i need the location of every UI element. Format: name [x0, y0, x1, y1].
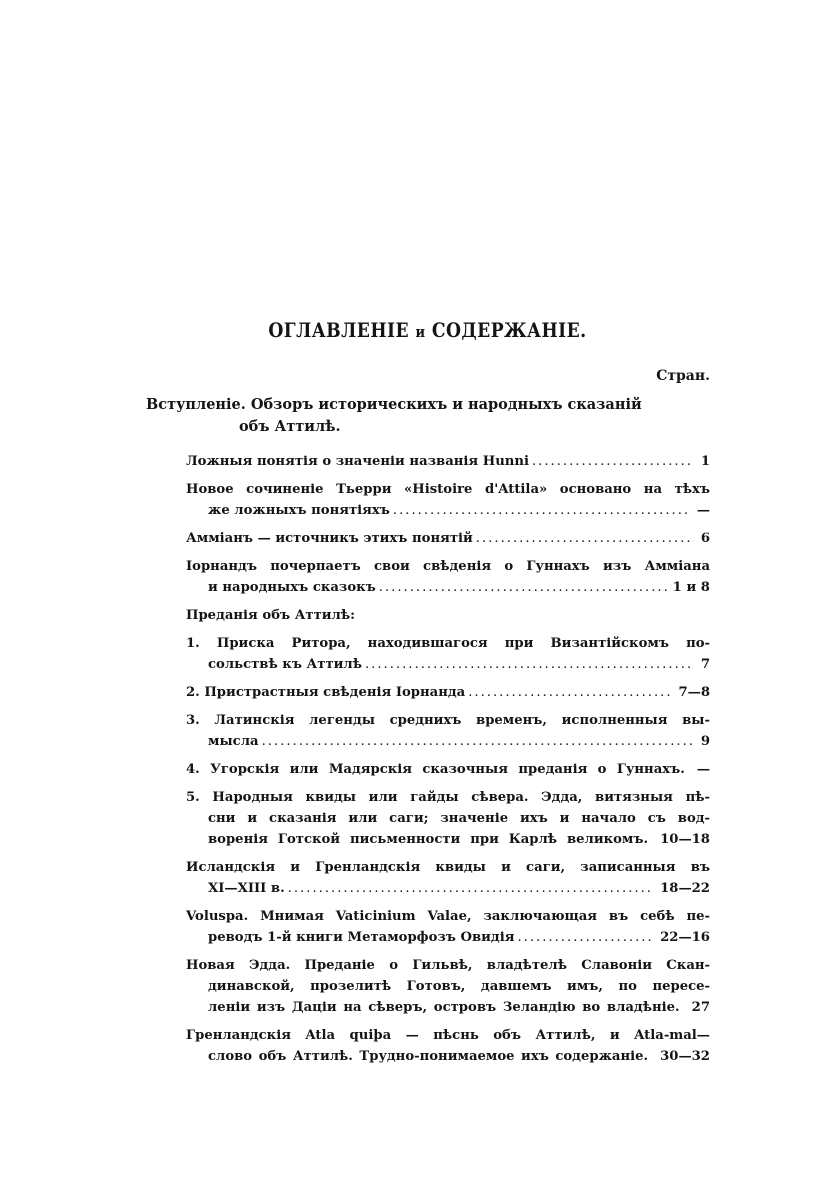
toc-entry	[186, 556, 710, 598]
toc-entry-page: 1	[700, 454, 710, 469]
toc-entry-text: воренія Готской письменности при Карлѣ великомъ.	[208, 832, 649, 847]
toc-entry-page: 27	[691, 1000, 710, 1015]
intro-heading	[146, 394, 706, 438]
toc-entry-text: леніи изъ Даціи на сѣверъ, островъ Зеландію во владѣніе.	[208, 1000, 680, 1015]
toc-entry	[186, 605, 710, 626]
toc-entry-text: XI—XIII в.	[208, 881, 285, 896]
toc-entry-text: Ложныя понятія о значеніи названія Hunni	[186, 454, 529, 469]
intro-line-2: объ Аттилѣ.	[239, 418, 341, 435]
title-main: ОГЛАВЛЕНІЕ	[268, 318, 410, 342]
toc-entry-heading: Новая Эдда. Преданіе о Гильвѣ, владѣтелѣ Славоніи Скан-	[186, 958, 710, 973]
toc-entry	[186, 1025, 710, 1067]
toc-entry-heading: Voluspa. Мнимая Vaticinium Valae, заключающая въ себѣ пе-	[186, 909, 710, 924]
intro-line-1: Вступленіе. Обзоръ историческихъ и народныхъ сказаній	[146, 396, 642, 413]
toc-entry-text: 4. Угорскія или Мадярскія сказочныя преданія о Гуннахъ.	[186, 762, 685, 777]
toc-entry-page: 30—32	[660, 1049, 710, 1064]
toc-entry-heading: Гренландскія Atla quiþa — пѣснь объ Аттилѣ, и Atla-mal—	[186, 1028, 710, 1043]
toc-entry-heading: 3. Латинскія легенды среднихъ временъ, исполненныя вы-	[186, 713, 710, 728]
toc-entry-continuation: динавской, прозелитѣ Готовъ, давшемъ имъ, по пересе-	[208, 979, 710, 994]
toc-entry-text: 2. Пристрастныя свѣденія Iорнанда	[186, 685, 466, 700]
toc-entry	[186, 451, 710, 472]
toc-entry-page: 22—16	[660, 930, 710, 945]
toc-entry-page: 9	[700, 734, 710, 749]
toc-entry-text: сольствѣ къ Аттилѣ	[208, 657, 362, 672]
toc-entry	[186, 906, 710, 948]
toc-entry-text: же ложныхъ понятіяхъ	[208, 503, 390, 518]
toc-entry-text: мысла	[208, 734, 259, 749]
toc-entry-text: реводъ 1-й книги Метаморфозъ Овидія	[208, 930, 515, 945]
toc-entry	[186, 955, 710, 1018]
toc-entry-page: —	[696, 503, 710, 518]
toc-entry-page: 1 и 8	[672, 580, 710, 595]
leader-dots	[393, 500, 691, 521]
toc-entry-page: 10—18	[660, 832, 710, 847]
toc-entry-continuation: сни и сказанія или саги; значеніе ихъ и начало съ вод-	[208, 811, 710, 826]
toc-entry-page: —	[696, 762, 710, 777]
toc-entry-text: Преданія объ Аттилѣ:	[186, 608, 355, 623]
toc-entry-heading: 5. Народныя квиды или гайды сѣвера. Эдда, витязныя пѣ-	[186, 790, 710, 805]
title-conj: и	[415, 323, 426, 341]
toc-entry	[186, 528, 710, 549]
page-title	[60, 318, 795, 342]
toc-entry-page: 7—8	[678, 685, 710, 700]
leader-dots	[476, 528, 694, 549]
title-second: СОДЕРЖАНІЕ.	[431, 318, 587, 342]
leader-dots	[262, 731, 694, 752]
page-column-header: Стран.	[656, 368, 710, 384]
toc-entry-heading: Исландскія и Гренландскія квиды и саги, записанныя въ	[186, 860, 710, 875]
leader-dots	[379, 577, 667, 598]
leader-dots	[532, 451, 694, 472]
toc-entry-text: слово объ Аттилѣ. Трудно-понимаемое ихъ содержаніе.	[208, 1049, 649, 1064]
toc-entry-heading: Новое сочиненіе Тьерри «Histoire d'Attila» основано на тѣхъ	[186, 482, 710, 497]
toc-entry-text: Аммiанъ — источникъ этихъ понятій	[186, 531, 473, 546]
leader-dots	[288, 878, 654, 899]
toc-entry-heading: 1. Приска Ритора, находившагося при Византійскомъ по-	[186, 636, 710, 651]
toc-entry	[186, 682, 710, 703]
leader-dots	[468, 682, 672, 703]
toc-entry	[186, 633, 710, 675]
leader-dots	[517, 927, 654, 948]
table-of-contents	[186, 451, 710, 1074]
toc-entry-heading: Iорнандъ почерпаетъ свои свѣденія о Гуннахъ изъ Аммiана	[186, 559, 710, 574]
toc-entry-text: и народныхъ сказокъ	[208, 580, 376, 595]
leader-dots	[365, 654, 694, 675]
toc-entry	[186, 759, 710, 780]
toc-entry	[186, 857, 710, 899]
toc-entry	[186, 710, 710, 752]
toc-entry	[186, 479, 710, 521]
toc-entry	[186, 787, 710, 850]
toc-entry-page: 6	[700, 531, 710, 546]
toc-entry-page: 7	[700, 657, 710, 672]
toc-entry-page: 18—22	[660, 881, 710, 896]
